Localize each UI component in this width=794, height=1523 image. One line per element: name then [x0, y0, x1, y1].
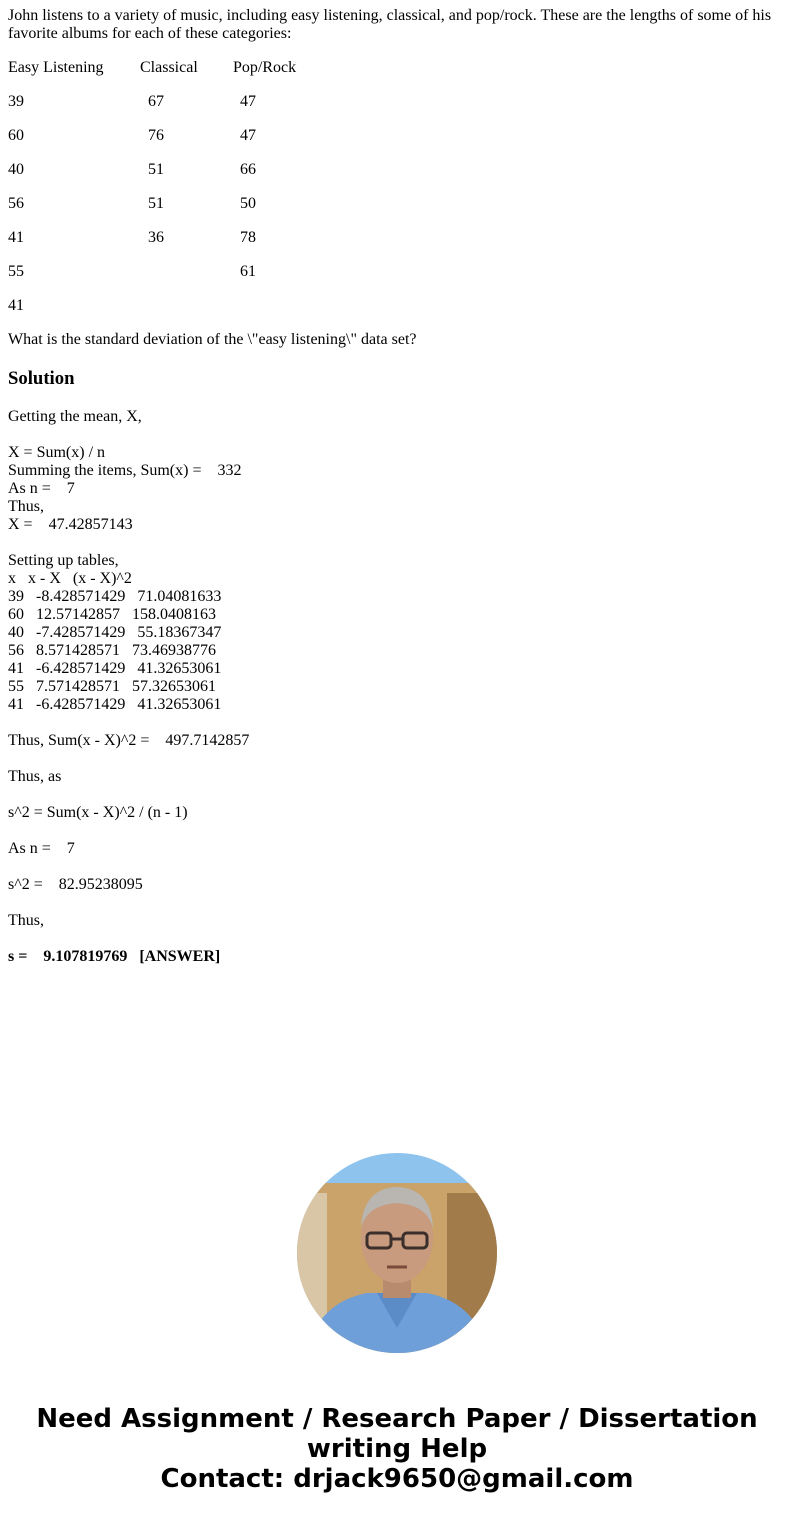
pop-rock-value: 78: [240, 229, 256, 246]
document-body: [8, 7, 786, 966]
sum-line: Summing the items, Sum(x) = 332: [8, 462, 242, 479]
classical-value: 67: [148, 93, 164, 110]
answer-line: s = 9.107819769 [ANSWER]: [8, 948, 221, 965]
question-prompt: What is the standard deviation of the \"easy listening\" data set?: [8, 331, 417, 348]
easy-value: 40: [8, 161, 24, 178]
easy-value: 55: [8, 263, 24, 280]
classical-value: 51: [148, 195, 164, 212]
footer-line-1: Need Assignment / Research Paper / Dissertation: [36, 1404, 758, 1434]
category-header-row: [8, 59, 786, 77]
n-line-2: As n = 7: [8, 840, 75, 857]
easy-value: 41: [8, 229, 24, 246]
table-row: 55 7.571428571 57.32653061: [8, 678, 216, 695]
footer-advert: [0, 1404, 794, 1494]
pop-rock-value: 61: [240, 263, 256, 280]
question-intro: John listens to a variety of music, including easy listening, classical, and pop/rock. These are the lengths of some of his favorite albums for each of these categories:: [8, 7, 772, 42]
n-line: As n = 7: [8, 480, 75, 497]
sum-squares-line: Thus, Sum(x - X)^2 = 497.7142857: [8, 732, 250, 749]
easy-value: 41: [8, 297, 24, 314]
pop-rock-value: 50: [240, 195, 256, 212]
easy-value: 56: [8, 195, 24, 212]
data-row: [8, 161, 786, 179]
variance-value-line: s^2 = 82.95238095: [8, 876, 143, 893]
classical-value: 76: [148, 127, 164, 144]
table-row: 41 -6.428571429 41.32653061: [8, 660, 222, 677]
data-row: [8, 127, 786, 145]
tables-intro: Setting up tables,: [8, 552, 119, 569]
mean-intro: Getting the mean, X,: [8, 408, 142, 425]
header-pop-rock: Pop/Rock: [233, 59, 297, 76]
avatar: [297, 1153, 497, 1353]
data-row: [8, 195, 786, 213]
footer-contact: Contact: drjack9650@gmail.com: [160, 1464, 634, 1494]
table-row: 41 -6.428571429 41.32653061: [8, 696, 222, 713]
data-row: [8, 229, 786, 247]
thus-line-2: Thus,: [8, 912, 44, 929]
pop-rock-value: 47: [240, 127, 256, 144]
easy-value: 39: [8, 93, 24, 110]
pop-rock-value: 47: [240, 93, 256, 110]
data-row: [8, 263, 786, 281]
table-row: 56 8.571428571 73.46938776: [8, 642, 216, 659]
data-row: [8, 297, 786, 315]
table-row: 39 -8.428571429 71.04081633: [8, 588, 222, 605]
mean-value-line: X = 47.42857143: [8, 516, 133, 533]
header-easy-listening: Easy Listening: [8, 59, 104, 76]
table-row: 60 12.57142857 158.0408163: [8, 606, 216, 623]
person-photo-icon: [297, 1153, 497, 1353]
deviation-table-header: x x - X (x - X)^2: [8, 570, 132, 587]
table-row: 40 -7.428571429 55.18367347: [8, 624, 222, 641]
pop-rock-value: 66: [240, 161, 256, 178]
data-row: [8, 93, 786, 111]
easy-value: 60: [8, 127, 24, 144]
classical-value: 51: [148, 161, 164, 178]
header-classical: Classical: [140, 59, 198, 76]
thus-line: Thus,: [8, 498, 44, 515]
variance-formula: s^2 = Sum(x - X)^2 / (n - 1): [8, 804, 188, 821]
solution-heading: Solution: [8, 368, 75, 389]
thus-as-line: Thus, as: [8, 768, 62, 785]
mean-formula: X = Sum(x) / n: [8, 444, 106, 461]
footer-line-2: writing Help: [306, 1434, 488, 1464]
classical-value: 36: [148, 229, 164, 246]
